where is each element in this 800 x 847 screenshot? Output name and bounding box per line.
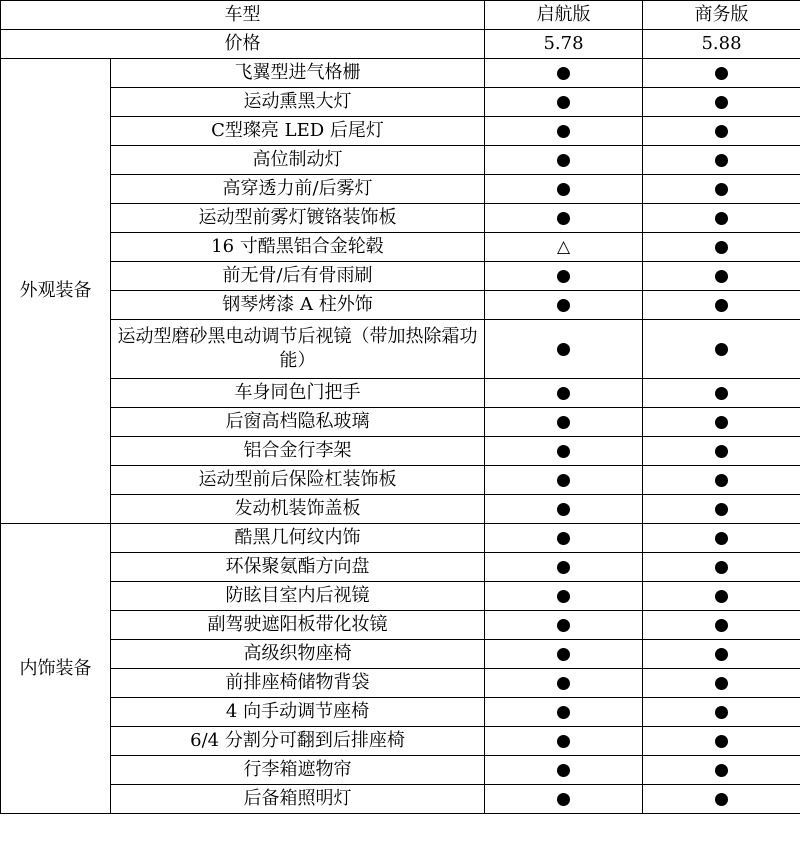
value-cell-qihang bbox=[485, 669, 643, 698]
standard-dot-icon bbox=[557, 532, 570, 545]
standard-dot-icon bbox=[557, 212, 570, 225]
feature-name: 高级织物座椅 bbox=[111, 640, 485, 669]
feature-row bbox=[1, 495, 800, 524]
standard-dot-icon bbox=[715, 532, 728, 545]
standard-dot-icon bbox=[715, 445, 728, 458]
value-cell-shangwu bbox=[643, 88, 800, 117]
feature-row bbox=[1, 379, 800, 408]
price-label: 价格 bbox=[1, 30, 485, 59]
feature-row bbox=[1, 233, 800, 262]
value-cell-shangwu bbox=[643, 553, 800, 582]
model-header: 车型 bbox=[1, 1, 485, 30]
value-cell-shangwu bbox=[643, 262, 800, 291]
standard-dot-icon bbox=[715, 648, 728, 661]
standard-dot-icon bbox=[557, 416, 570, 429]
value-cell-shangwu bbox=[643, 698, 800, 727]
price-row bbox=[1, 30, 800, 59]
value-cell-qihang bbox=[485, 262, 643, 291]
standard-dot-icon bbox=[557, 445, 570, 458]
value-cell-qihang bbox=[485, 233, 643, 262]
standard-dot-icon bbox=[715, 96, 728, 109]
standard-dot-icon bbox=[557, 183, 570, 196]
standard-dot-icon bbox=[715, 154, 728, 167]
feature-row bbox=[1, 756, 800, 785]
feature-row bbox=[1, 59, 800, 88]
standard-dot-icon bbox=[557, 503, 570, 516]
value-cell-shangwu bbox=[643, 379, 800, 408]
standard-dot-icon bbox=[715, 125, 728, 138]
value-cell-shangwu bbox=[643, 466, 800, 495]
feature-name: 高穿透力前/后雾灯 bbox=[111, 175, 485, 204]
standard-dot-icon bbox=[557, 125, 570, 138]
value-cell-shangwu bbox=[643, 320, 800, 379]
feature-row bbox=[1, 466, 800, 495]
standard-dot-icon bbox=[715, 793, 728, 806]
feature-name: 发动机装饰盖板 bbox=[111, 495, 485, 524]
standard-dot-icon bbox=[715, 270, 728, 283]
standard-dot-icon bbox=[557, 387, 570, 400]
value-cell-qihang bbox=[485, 204, 643, 233]
standard-dot-icon bbox=[557, 67, 570, 80]
feature-row bbox=[1, 146, 800, 175]
value-cell-shangwu bbox=[643, 495, 800, 524]
standard-dot-icon bbox=[557, 474, 570, 487]
standard-dot-icon bbox=[715, 706, 728, 719]
standard-dot-icon bbox=[557, 648, 570, 661]
feature-row bbox=[1, 88, 800, 117]
value-cell-qihang bbox=[485, 175, 643, 204]
value-cell-qihang bbox=[485, 117, 643, 146]
feature-name: 副驾驶遮阳板带化妆镜 bbox=[111, 611, 485, 640]
feature-name: 行李箱遮物帘 bbox=[111, 756, 485, 785]
value-cell-qihang bbox=[485, 379, 643, 408]
feature-row bbox=[1, 524, 800, 553]
value-cell-shangwu bbox=[643, 669, 800, 698]
feature-name: 飞翼型进气格栅 bbox=[111, 59, 485, 88]
value-cell-qihang bbox=[485, 408, 643, 437]
standard-dot-icon bbox=[557, 706, 570, 719]
standard-dot-icon bbox=[557, 793, 570, 806]
value-cell-shangwu bbox=[643, 408, 800, 437]
feature-name: 16 寸酷黑铝合金轮毂 bbox=[111, 233, 485, 262]
value-cell-shangwu bbox=[643, 117, 800, 146]
value-cell-shangwu bbox=[643, 785, 800, 814]
standard-dot-icon bbox=[557, 96, 570, 109]
value-cell-qihang bbox=[485, 291, 643, 320]
feature-row bbox=[1, 785, 800, 814]
trim-header-qihang: 启航版 bbox=[485, 1, 643, 30]
feature-name: 后备箱照明灯 bbox=[111, 785, 485, 814]
feature-row bbox=[1, 291, 800, 320]
value-cell-shangwu bbox=[643, 146, 800, 175]
value-cell-qihang bbox=[485, 466, 643, 495]
value-cell-shangwu bbox=[643, 437, 800, 466]
value-cell-qihang bbox=[485, 582, 643, 611]
feature-name: 前无骨/后有骨雨刷 bbox=[111, 262, 485, 291]
feature-row bbox=[1, 117, 800, 146]
feature-name: 高位制动灯 bbox=[111, 146, 485, 175]
value-cell-qihang bbox=[485, 437, 643, 466]
value-cell-qihang bbox=[485, 785, 643, 814]
feature-row bbox=[1, 582, 800, 611]
standard-dot-icon bbox=[715, 590, 728, 603]
value-cell-qihang bbox=[485, 698, 643, 727]
feature-name: 后窗高档隐私玻璃 bbox=[111, 408, 485, 437]
standard-dot-icon bbox=[715, 387, 728, 400]
standard-dot-icon bbox=[557, 764, 570, 777]
standard-dot-icon bbox=[715, 183, 728, 196]
value-cell-qihang bbox=[485, 756, 643, 785]
standard-dot-icon bbox=[715, 619, 728, 632]
standard-dot-icon bbox=[715, 735, 728, 748]
feature-name: 环保聚氨酯方向盘 bbox=[111, 553, 485, 582]
optional-triangle-icon: △ bbox=[556, 237, 571, 257]
feature-name: 酷黑几何纹内饰 bbox=[111, 524, 485, 553]
feature-name: 车身同色门把手 bbox=[111, 379, 485, 408]
value-cell-shangwu bbox=[643, 524, 800, 553]
value-cell-shangwu bbox=[643, 756, 800, 785]
standard-dot-icon bbox=[715, 561, 728, 574]
value-cell-shangwu bbox=[643, 59, 800, 88]
standard-dot-icon bbox=[715, 764, 728, 777]
value-cell-qihang bbox=[485, 611, 643, 640]
standard-dot-icon bbox=[557, 154, 570, 167]
value-cell-shangwu bbox=[643, 582, 800, 611]
feature-row bbox=[1, 175, 800, 204]
standard-dot-icon bbox=[715, 503, 728, 516]
feature-row bbox=[1, 640, 800, 669]
standard-dot-icon bbox=[557, 735, 570, 748]
feature-row bbox=[1, 408, 800, 437]
feature-row bbox=[1, 320, 800, 379]
price-value-shangwu: 5.88 bbox=[643, 30, 800, 59]
value-cell-qihang bbox=[485, 320, 643, 379]
standard-dot-icon bbox=[715, 416, 728, 429]
value-cell-qihang bbox=[485, 640, 643, 669]
standard-dot-icon bbox=[557, 270, 570, 283]
feature-row bbox=[1, 553, 800, 582]
feature-name: 铝合金行李架 bbox=[111, 437, 485, 466]
feature-name: 钢琴烤漆 A 柱外饰 bbox=[111, 291, 485, 320]
standard-dot-icon bbox=[715, 212, 728, 225]
standard-dot-icon bbox=[557, 619, 570, 632]
feature-row bbox=[1, 727, 800, 756]
feature-row bbox=[1, 204, 800, 233]
feature-name: 运动型前雾灯镀铬装饰板 bbox=[111, 204, 485, 233]
value-cell-shangwu bbox=[643, 727, 800, 756]
value-cell-shangwu bbox=[643, 291, 800, 320]
feature-name: 运动型前后保险杠装饰板 bbox=[111, 466, 485, 495]
value-cell-qihang bbox=[485, 146, 643, 175]
value-cell-qihang bbox=[485, 495, 643, 524]
standard-dot-icon bbox=[557, 343, 570, 356]
feature-name: 4 向手动调节座椅 bbox=[111, 698, 485, 727]
trim-header-shangwu: 商务版 bbox=[643, 1, 800, 30]
value-cell-qihang bbox=[485, 727, 643, 756]
feature-row bbox=[1, 611, 800, 640]
spec-table-body bbox=[1, 1, 800, 814]
feature-name: 运动型磨砂黑电动调节后视镜（带加热除霜功能） bbox=[111, 320, 485, 379]
feature-name: 6/4 分割分可翻到后排座椅 bbox=[111, 727, 485, 756]
feature-row bbox=[1, 437, 800, 466]
standard-dot-icon bbox=[557, 299, 570, 312]
standard-dot-icon bbox=[557, 590, 570, 603]
feature-name: 运动熏黑大灯 bbox=[111, 88, 485, 117]
standard-dot-icon bbox=[557, 677, 570, 690]
value-cell-shangwu bbox=[643, 640, 800, 669]
value-cell-shangwu bbox=[643, 175, 800, 204]
header-row bbox=[1, 1, 800, 30]
value-cell-qihang bbox=[485, 553, 643, 582]
standard-dot-icon bbox=[715, 67, 728, 80]
standard-dot-icon bbox=[715, 474, 728, 487]
value-cell-shangwu bbox=[643, 204, 800, 233]
feature-row bbox=[1, 262, 800, 291]
value-cell-qihang bbox=[485, 524, 643, 553]
standard-dot-icon bbox=[715, 241, 728, 254]
standard-dot-icon bbox=[557, 561, 570, 574]
value-cell-shangwu bbox=[643, 233, 800, 262]
value-cell-qihang bbox=[485, 88, 643, 117]
feature-name: C型璨亮 LED 后尾灯 bbox=[111, 117, 485, 146]
feature-name: 前排座椅储物背袋 bbox=[111, 669, 485, 698]
category-label: 内饰装备 bbox=[1, 524, 111, 814]
standard-dot-icon bbox=[715, 343, 728, 356]
feature-row bbox=[1, 698, 800, 727]
feature-row bbox=[1, 669, 800, 698]
value-cell-qihang bbox=[485, 59, 643, 88]
standard-dot-icon bbox=[715, 677, 728, 690]
value-cell-shangwu bbox=[643, 611, 800, 640]
category-label: 外观装备 bbox=[1, 59, 111, 524]
feature-name: 防眩目室内后视镜 bbox=[111, 582, 485, 611]
standard-dot-icon bbox=[715, 299, 728, 312]
price-value-qihang: 5.78 bbox=[485, 30, 643, 59]
